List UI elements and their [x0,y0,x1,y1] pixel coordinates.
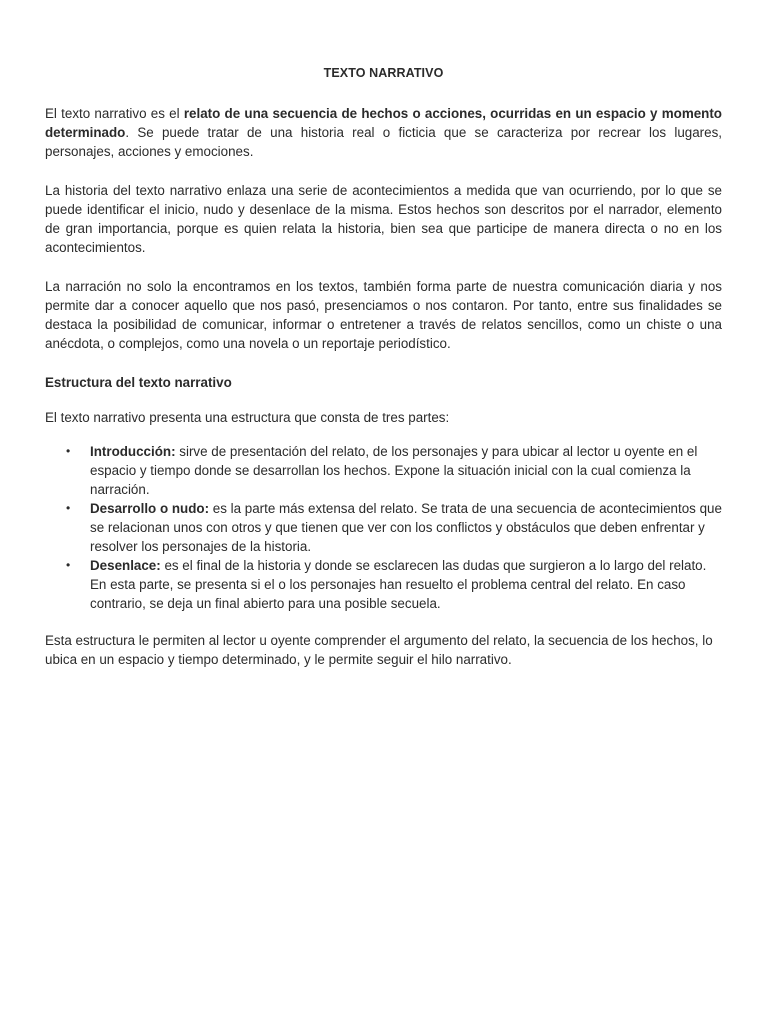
paragraph-definition-bold: relato de una secuencia de hechos o acciones, ocurridas en un espacio y momento determinado [45,106,722,140]
structure-list [45,442,722,613]
section-heading: Estructura del texto narrativo [45,375,232,390]
list-item-text: sirve de presentación del relato, de los personajes y para ubicar al lector u oyente en el espacio y tiempo donde se desarrollan los hechos. Expone la situación inicial con la cual comienza la narración. [90,444,698,497]
list-item-term: Desenlace: [90,558,161,573]
list-item-text: es la parte más extensa del relato. Se trata de una secuencia de acontecimientos que se relacionan unos con otros y que tienen que ver con los conflictos y obstáculos que deben enfrentar y resolver los personajes de la historia. [90,501,722,554]
paragraph-definition-rest: . Se puede tratar de una historia real o ficticia que se caracteriza por recrear los lugares, personajes, acciones y emociones. [45,125,722,159]
paragraph-definition-lead: El texto narrativo es el [45,106,184,121]
paragraph-narration: La narración no solo la encontramos en los textos, también forma parte de nuestra comunicación diaria y nos permite dar a conocer aquello que nos pasó, presenciamos o nos contaron. Por tanto, entre sus finalidades se destaca la posibilidad de comunicar, informar o entretener a través de relatos sencillos, como un chiste o una anécdota, o complejos, como una novela o un reportaje periodístico. [45,279,722,351]
paragraph-history: La historia del texto narrativo enlaza una serie de acontecimientos a medida que van ocurriendo, por lo que se puede identificar el inicio, nudo y desenlace de la misma. Estos hechos son descritos por el narrador, elemento de gran importancia, porque es quien relata la historia, bien sea que participe de manera directa o no en los acontecimientos. [45,183,722,255]
closing-paragraph: Esta estructura le permiten al lector u oyente comprender el argumento del relato, la secuencia de los hechos, lo ubica en un espacio y tiempo determinado, y le permite seguir el hilo narrativo. [45,633,713,667]
list-item-desarrollo [45,499,722,556]
document-title: TEXTO NARRATIVO [323,66,444,80]
paragraph-definition [45,104,722,161]
list-item-term: Introducción: [90,444,176,459]
bullet-icon: • [66,558,71,572]
list-item-text: es el final de la historia y donde se esclarecen las dudas que surgieron a lo largo del relato. En esta parte, se presenta si el o los personajes han resuelto el problema central del relato. En caso contrario, se deja un final abierto para una posible secuela. [90,558,707,611]
document-page [45,64,722,669]
bullet-icon: • [66,501,71,515]
bullet-icon: • [66,444,71,458]
structure-intro: El texto narrativo presenta una estructura que consta de tres partes: [45,410,450,425]
list-item-desenlace [45,556,722,613]
list-item-introduccion [45,442,722,499]
list-item-term: Desarrollo o nudo: [90,501,210,516]
